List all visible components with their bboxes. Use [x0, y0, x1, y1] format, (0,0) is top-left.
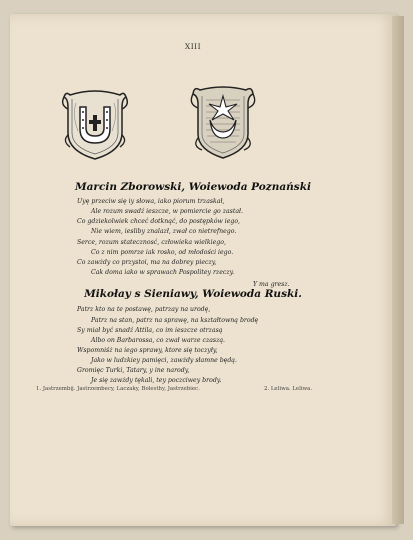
section-1-heading: Marcin Zborowski, Woiewoda Poznański	[75, 181, 311, 193]
poem-line: Jako w ludzkiey pamięci, zawżdy słamne będą.	[91, 357, 237, 364]
poem-line: Gromięc Turki, Tatary, y ine narody,	[77, 367, 190, 374]
poem-line: Patrz na stan, patrz na sprawę, na kształtowną brodę	[91, 317, 259, 324]
poem-line: Sy miał być snadź Attila, co im ieszcze otrzasą	[77, 327, 223, 334]
poem-line: Nie wiem, iesliby znalazł, zwał co nietrefnego.	[91, 228, 237, 235]
poem-line: Wspomniśż na iego sprawy, ktore się toczyły,	[77, 347, 218, 354]
poem-line: Patrz kto na te postawę, patrzay na urodę,	[77, 306, 211, 313]
poem-line: Ale rozum swadź ieszcze, w pomiercie go zastał.	[91, 208, 243, 215]
poem-line: Co z nim pomrze iak rosko, od młodości iego.	[91, 249, 234, 256]
poem-line: Co zawżdy co przystoi, ma na dobrey pieczy,	[77, 259, 217, 266]
poem-line: Albo on Barbarossa, co zwał warze czaszą.	[91, 337, 225, 344]
section-2-heading: Mikołay s Sieniawy, Woiewoda Ruski.	[84, 288, 302, 300]
poem-line: Serce, rozum statecznosć, człowieka wielkiego,	[77, 239, 226, 246]
poem-line: Je się zawżdy tękali, tey poczciwey brody.	[91, 377, 222, 384]
jastrzebiec-coat-of-arms-icon	[62, 85, 128, 161]
footnote-1: 1. Jastrzembij. Jastrzembecy, Laczaky, Bolesthy, Jastrzebiec.	[36, 386, 200, 392]
page-edge	[392, 16, 404, 524]
poem-line: Uyę przeciw się iy słowa, iako piorum trzaskał,	[77, 198, 225, 205]
footnotes	[36, 386, 356, 392]
poem-line: Co gdziekolwiek chceć dotknąć, do postępków iego,	[77, 218, 241, 225]
poem-line: Cak doma iako w sprawach Pospolitey rzeczy.	[91, 269, 235, 276]
page-number: XIII	[184, 42, 202, 51]
poem-closing: Y ma gresz.	[253, 281, 290, 288]
footnote-2: 2. Leliwa. Leliwa.	[264, 386, 313, 392]
leliwa-coat-of-arms-icon	[190, 82, 256, 162]
